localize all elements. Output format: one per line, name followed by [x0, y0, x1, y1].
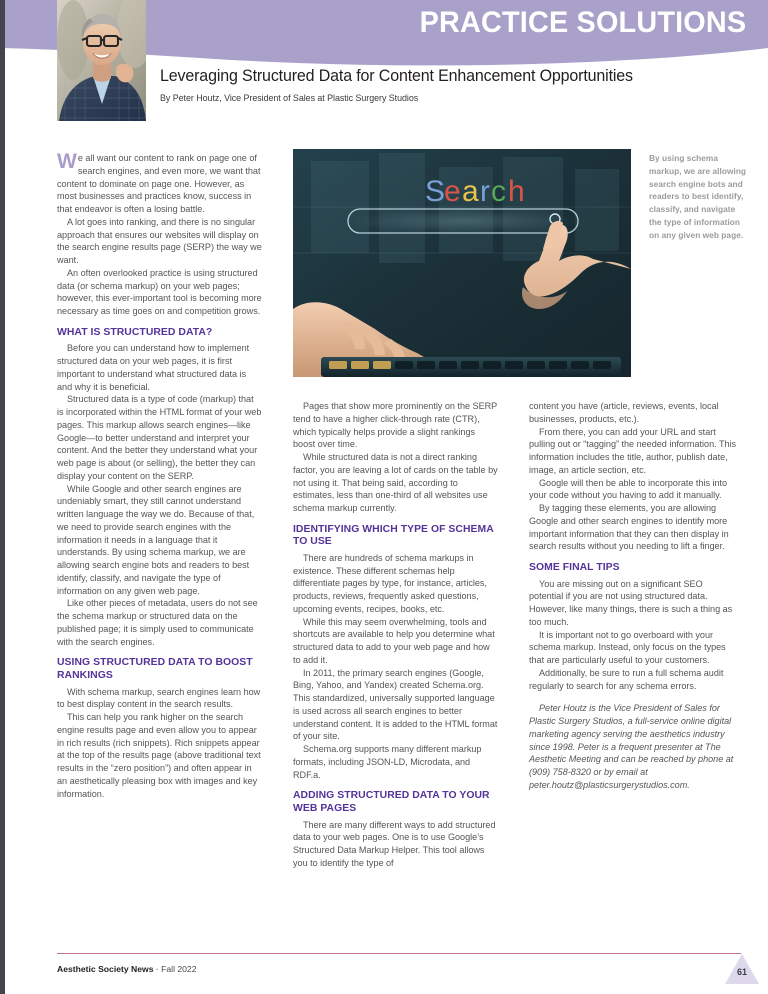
paragraph-text: e all want our content to rank on page one of search engines, and even more, we want that content to dominate on page one. However, as most businesses and practices know, success in that endeavor is often a losing battle. [57, 153, 261, 214]
paragraph: You are missing out on a significant SEO potential if you are not using structured data. However, like many things, there is such a thing as too much. [529, 578, 733, 627]
author-portrait [57, 0, 146, 121]
paragraph: It is important not to go overboard with your schema markup. Instead, only focus on the types that are particularly useful to your customers. [529, 629, 726, 666]
article-byline: By Peter Houtz, Vice President of Sales at Plastic Surgery Studios [160, 93, 419, 103]
page-title: Leveraging Structured Data for Content Enhancement Opportunities [160, 67, 633, 85]
paragraph: In 2011, the primary search engines (Google, Bing, Yahoo, and Yandex) created Schema.org. This standardized, universally supported language is used across all search engines to better understand content. It is added to the HTML format of your site. [293, 667, 498, 742]
paragraph: Schema.org supports many different markup formats, including JSON-LD, Microdata, and RDF.a. [293, 744, 482, 780]
footer-publication-info [57, 964, 197, 974]
paragraph: There are hundreds of schema markups in existence. These different schemas help differentiate pages by type, for instance, articles, products, reviews, frequently asked questions, upcoming events, recipes, books, etc. [293, 552, 487, 614]
paragraph: An often overlooked practice is using structured data (or schema markup) on your web pages; however, this ever-important tool is becoming more necessary as time goes on and competition grows. [57, 267, 262, 316]
section-heading-some-final-tips: SOME FINAL TIPS [529, 562, 620, 573]
footer-publication-name: Aesthetic Society News [57, 964, 154, 974]
pull-quote: By using schema markup, we are allowing search engine bots and readers to best identify, classify, and navigate the type of information on any given web page. [649, 153, 747, 240]
paragraph: From there, you can add your URL and start pulling out or “tagging” the needed information. This information includes the title, author, publish date, image, an article section, etc. [529, 426, 737, 475]
paragraph: While this may seem overwhelming, tools and shortcuts are available to help you determine what structured data to add to your web page and how to add it. [293, 616, 495, 665]
paragraph: There are many different ways to add structured data to your web pages. One is to use Google’s Structured Data Markup Helper. This tool allows you to identify the type of [293, 819, 496, 868]
footer-issue: Fall 2022 [161, 964, 197, 974]
hero-image [293, 149, 631, 377]
paragraph: Like other pieces of metadata, users do not see the schema markup or structured data on the published page; it is simply used to communicate with the search engines. [57, 598, 258, 647]
text-column-2 [293, 400, 498, 870]
paragraph: This can help you rank higher on the search engine results page and even allow you to appear in rich results (rich snippets). Rich snippets appear at the top of the results page (above traditional text results in the “zero position”) and often appear in an aesthetically pleasing box with images and key information. [57, 712, 261, 799]
paragraph: Before you can understand how to implement structured data on your web pages, it is first important to understand what structured data is and why it is beneficial. [57, 343, 250, 392]
paragraph: While Google and other search engines are undeniably smart, they still cannot understand written language the way we do. Because of that, we need to provide search engines with the information it needs in a language that it understands. By using schema markup, we are allowing search engine bots and readers to best identify, classify, and navigate the type of information on any given web page. [57, 483, 255, 596]
author-bio: Peter Houtz is the Vice President of Sales for Plastic Surgery Studios, a full-service online digital marketing agency serving the aesthetics industry since 1998. Peter is a frequent presenter at The Aesthetic Meeting and can be reached by phone at (909) 758-8320 or by email at peter.houtz@plasticsurgerystudios.com. [529, 703, 734, 790]
svg-text:e: e [444, 175, 461, 208]
text-column-1 [57, 152, 262, 800]
paragraph: While structured data is not a direct ranking factor, you are leaving a lot of cards on the table by not using it. That being said, according to estimates, less than one-third of all websites use schema markup currently. [293, 452, 498, 513]
svg-text:r: r [480, 175, 490, 208]
svg-text:h: h [508, 175, 525, 208]
article-title-block [160, 66, 740, 103]
svg-text:c: c [491, 175, 506, 208]
page-number-marker [724, 952, 760, 986]
page-number: 61 [736, 967, 747, 977]
section-heading-adding-structured-data: ADDING STRUCTURED DATA TO YOUR WEB PAGES [293, 790, 490, 815]
paragraph: Structured data is a type of code (markup) that is incorporated within the HTML format of your web pages. This markup allows search engines—like Google—to better understand and interpret your content. And the better they understand what your web page is about (or selling), the better they can display your content on the SERP. [57, 394, 262, 481]
paragraph: Additionally, be sure to run a full schema audit regularly to search for any schema errors. [529, 667, 724, 691]
footer-rule [57, 953, 741, 954]
paragraph: With schema markup, search engines learn how to best display content in the search results. [57, 686, 261, 710]
paragraph: A lot goes into ranking, and there is no singular approach that ensures our websites will display on the search engine results page (SERP) the way we want. [57, 216, 262, 265]
page-gutter-strip [0, 0, 5, 994]
section-heading-using-structured-data: USING STRUCTURED DATA TO BOOST RANKINGS [57, 657, 253, 681]
svg-text:S: S [425, 175, 446, 208]
section-kicker: PRACTICE SOLUTIONS [419, 6, 746, 39]
paragraph: Google will then be able to incorporate this into your code without you having to add it manually. [529, 477, 728, 501]
paragraph: content you have (article, reviews, events, local businesses, products, etc.). [529, 401, 719, 424]
section-heading-what-is-structured-data: WHAT IS STRUCTURED DATA? [57, 326, 213, 338]
paragraph: Pages that show more prominently on the SERP tend to have a higher click-through rate (CTR), which typically helps provide a slight rankings boost over time. [293, 401, 498, 450]
paragraph: By tagging these elements, you are allowing Google and other search engines to identify more important information that they can then display in search results without you needing to lift a finger. [529, 503, 729, 552]
svg-text:a: a [462, 175, 479, 208]
text-column-3 [529, 400, 739, 792]
drop-cap: W [57, 150, 77, 173]
paragraph [57, 152, 262, 216]
footer-separator: · [155, 964, 159, 974]
section-heading-identifying-schema: IDENTIFYING WHICH TYPE OF SCHEMA TO USE [293, 523, 494, 548]
